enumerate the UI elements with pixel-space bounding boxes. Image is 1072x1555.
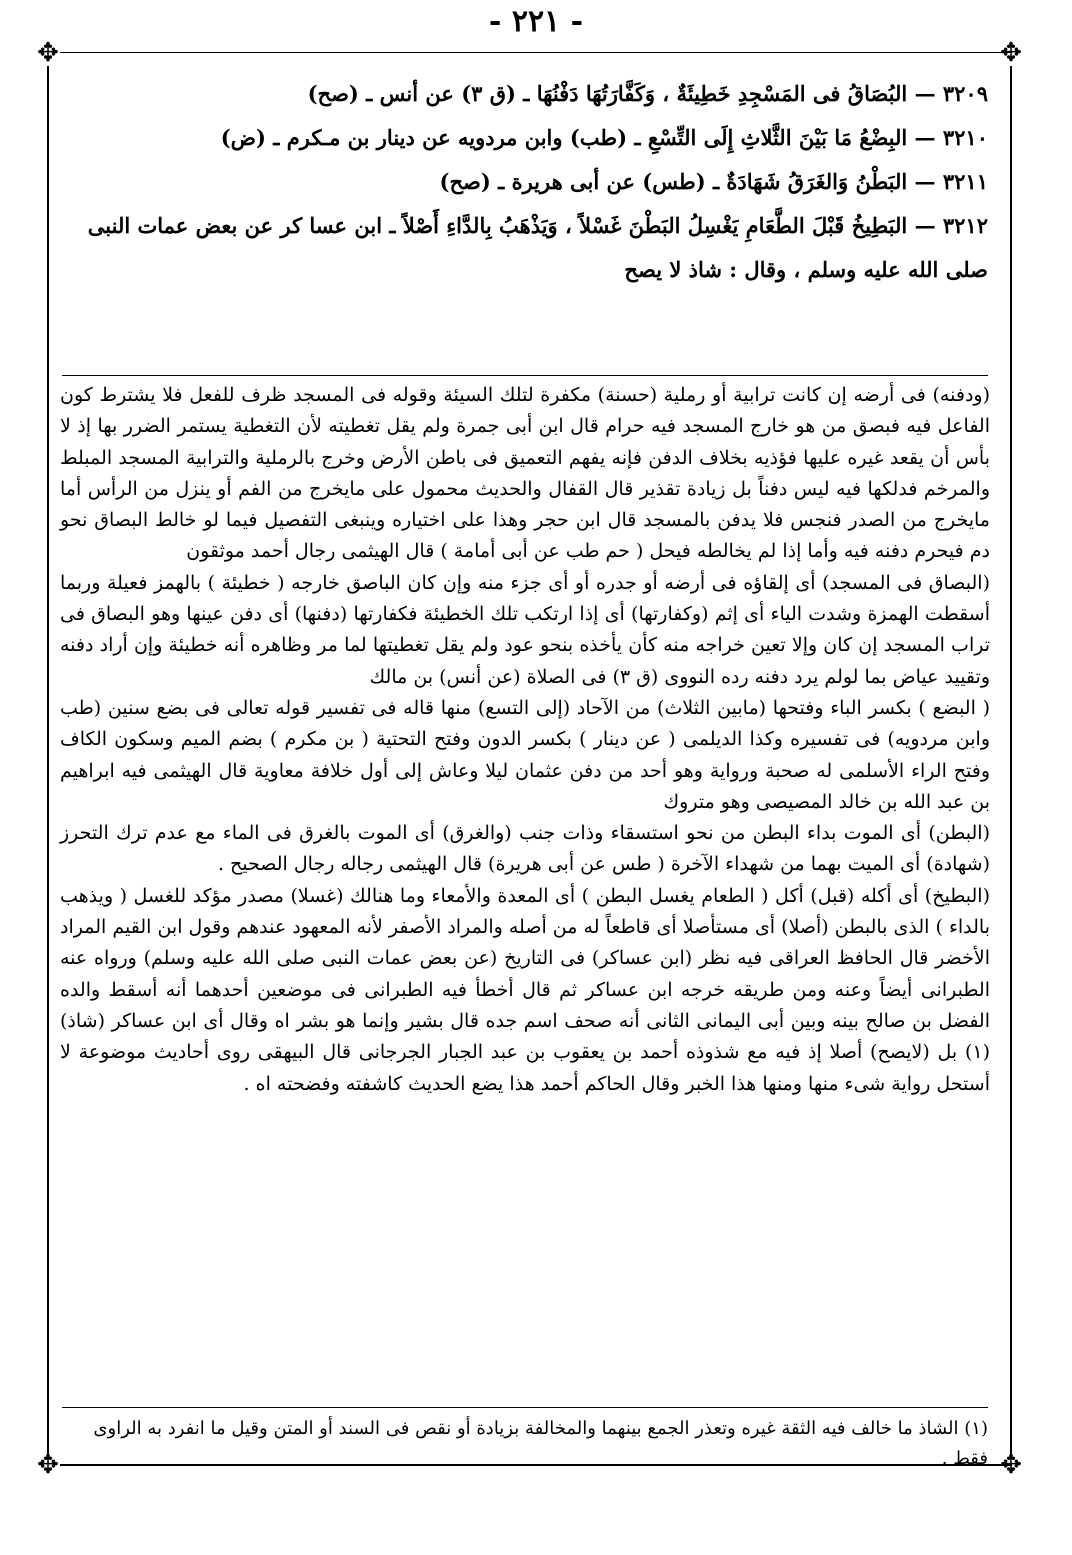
corner-ornament-icon: ✥ (1000, 38, 1022, 68)
frame-top-border (60, 52, 1012, 53)
commentary-paragraph: (البطيخ) أى أكله (قبل) أكل ( الطعام يغسل البطن ) أى المعدة والأمعاء وما هنالك (غسلا) مصدر مؤكد للغسل ( ويذهب بالداء ) الذى بالبطن (أصلا) أى مستأصلا أى قاطعاً له من أصله والمراد الأصفر لأنه المعهود عندهم وقول ابن القيم المراد الأخضر قال الحافظ العراقى فيه نظر (ابن عساكر) فى التاريخ (عن بعض عمات النبى صلى الله عليه وسلم) ورواه عنه الطبرانى أيضاً وعنه ومن طريقه خرجه ابن عساكر ثم قال أخطأ فيه الطبرانى فى موضعين أحدهما أنه أسقط والده الفضل بن صالح بينه وبين أبى اليمانى الثانى أنه صحف اسم جده قال بشير وإنما هو بشر اه وقال أى ابن عساكر (شاذ) (١) بل (لايصح) أصلا إذ فيه مع شذوذه أحمد بن يعقوب بن عبد الجبار الجرجانى قال البيهقى روى أحاديث موضوعة لا أستحل رواية شىء منها ومنها هذا الخبر وقال الحاكم أحمد هذا يضع الحديث كاشفته وفضحته اه . (60, 884, 990, 1095)
commentary-paragraph: ( البضع ) بكسر الباء وفتحها (مابين الثلاث) من الآحاد (إلى التسع) منها قاله فى تفسير قوله تعالى فى بضع سنين (طب وابن مردويه) فى تفسيره وكذا الديلمى ( عن دينار ) بكسر الدون وفتح التحتية ( بن مكرم ) بضم الميم وسكون الكاف وفتح الراء الأسلمى له صحبة ورواية وهو أحد من دفن عثمان ليلا وعاش إلى أول خلافة معاوية قال الهيثمى فيه ابراهيم بن عبد الله بن خالد المصيصى وهو متروك (60, 696, 990, 813)
commentary-paragraph: (البطن) أى الموت بداء البطن من نحو استسقاء وذات جنب (والغرق) أى الموت بالغرق فى الماء مع عدم ترك التحرز (شهادة) أى الميت بهما من شهداء الآخرة ( طس عن أبى هريرة) قال الهيثمى رجاله رجال الصحيح . (60, 822, 990, 876)
page-number: - ٢٢١ - (488, 4, 584, 39)
commentary-paragraph: (البصاق فى المسجد) أى إلقاؤه فى أرضه أو جدره أو أى جزء منه وإن كان الباصق خارجه ( خطيئة ) بالهمز فعيلة وربما أسقطت الهمزة وشدت الياء أى إثم (وكفارتها) أى إذا ارتكب تلك الخطيئة فكفارتها (دفنها) أى دفن عينها وهو البصاق فى تراب المسجد إن كان وإلا تعين خراجه منه كأن يأخذه بنحو عود ولم يقل تغطيتها لما مر وظاهره أنه خطيئة وإن أراد دفنه وتقييد عياض بما لولم يرد دفنه رده النووى (ق ٣) فى الصلاة (عن أنس) بن مالك (60, 571, 990, 688)
hadith-list (62, 72, 988, 292)
section-divider (62, 375, 988, 376)
commentary-paragraph: (ودفنه) فى أرضه إن كانت ترابية أو رملية (حسنة) مكفرة لتلك السيئة وقوله فى المسجد ظرف للفعل فلا يشترط كون الفاعل فيه فبصق من هو خارج المسجد فيه حرام قال ابن أبى جمرة ولم يقل تغطيته لأن التغطية يستمر الضرر بها إذ لا بأس أن يقعد غيره عليها فؤذيه بخلاف الدفن فإنه يفهم التعميق فى باطن الأرض وخرج بالرملية والترابية المسجد المبلط والمرخم فدلكها فيه ليس دفناً بل زيادة تقذير قال القفال والحديث محمول على مايخرج من الفم أو ينزل من الرأس أما مايخرج من الصدر فنجس فلا يدفن بالمسجد قال ابن حجر وهذا على اختياره وينبغى التفصيل فيما لو خالط البصاق نحو دم فيحرم دفنه فيه وأما إذا لم يخالطه فيحل ( حم طب عن أبى أمامة ) قال الهيثمى رجال أحمد موثقون (60, 384, 990, 563)
hadith-entry: ٣٢١٢ — البَطِيخُ قَبْلَ الطَّعَامِ يَغْسِلُ البَطْنَ غَسْلاً ، وَيَذْهَبُ بِالدَّاءِ أَصْلاً ـ ابن عسا كر عن بعض عمات النبى صلى الله عليه وسلم ، وقال : شاذ لا يصح (87, 213, 988, 282)
footnote: (١) الشاذ ما خالف فيه الثقة غيره وتعذر الجمع بينهما والمخالفة بزيادة أو نقص فى السند أو المتن وقيل ما انفرد به الراوى فقط . (93, 1418, 988, 1469)
footnote-divider (62, 1407, 988, 1408)
corner-ornament-icon: ✥ (37, 38, 59, 68)
hadith-entry: ٣٢٠٩ — البُصَاقُ فى المَسْجِدِ خَطِيئَةٌ ، وَكَفَّارَتُهَا دَفْنُهَا ـ (ق ٣) عن أنس ـ (صح) (307, 81, 988, 106)
hadith-entry: ٣٢١١ — البَطْنُ وَالغَرَقُ شَهَادَةٌ ـ (طس) عن أبى هريرة ـ (صح) (439, 169, 988, 194)
frame-left-border (47, 66, 49, 1456)
corner-ornament-icon: ✥ (1000, 1450, 1022, 1480)
corner-ornament-icon: ✥ (37, 1450, 59, 1480)
frame-right-border (1010, 66, 1012, 1456)
commentary-section (60, 380, 990, 1100)
hadith-entry: ٣٢١٠ — البِضْعُ مَا بَيْنَ الثَّلاثِ إِلَى التِّسْعِ ـ (طب) وابن مردويه عن دينار بن مـكرم ـ (ض) (220, 125, 988, 150)
